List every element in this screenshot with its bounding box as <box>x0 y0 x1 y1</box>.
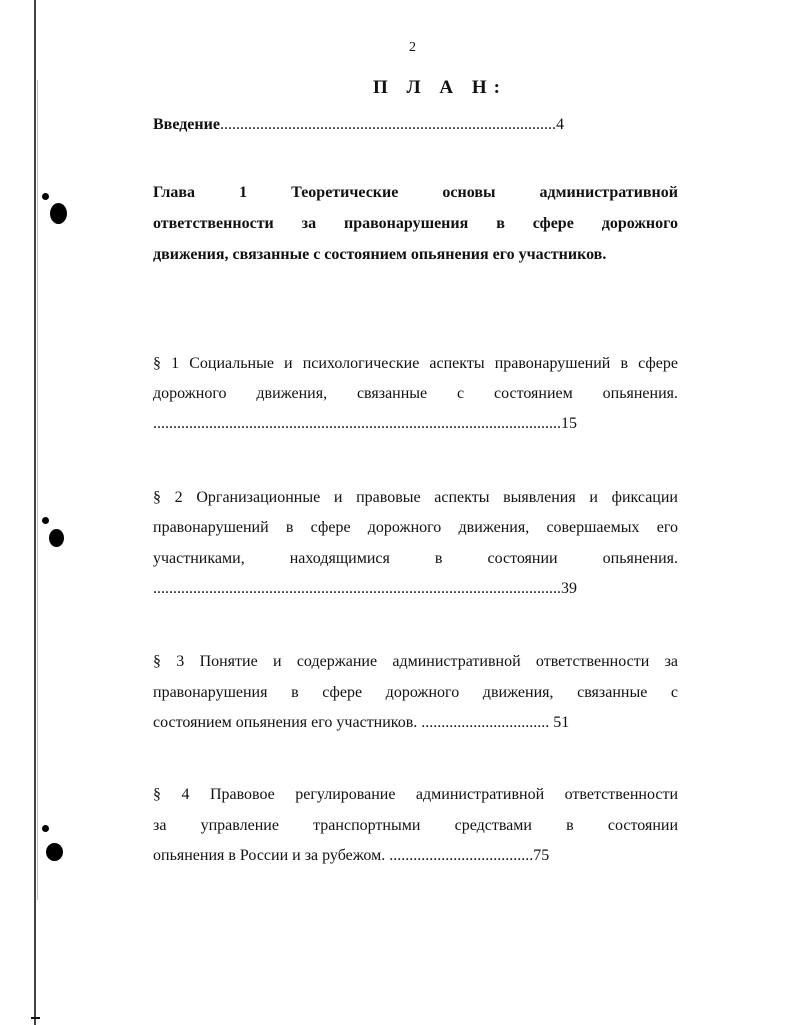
section-3-line-2: правонарушения в сфере дорожного движения, связанные с <box>153 684 678 701</box>
speck <box>42 825 49 832</box>
page-title: П Л А Н: <box>373 77 508 98</box>
section-4-line-3: опьянения в России и за рубежом. ....................................75 <box>153 847 550 864</box>
section-1-line-2: дорожного движения, связанные с состоянием опьянения. <box>153 385 678 402</box>
speck <box>42 517 49 524</box>
section-1-line-1: § 1 Социальные и психологические аспекты правонарушений в сфере <box>153 355 678 372</box>
chapter-heading-line-3: движения, связанные с состоянием опьянения его участников. <box>153 246 607 263</box>
section-2-leader: ......................................................................................................39 <box>153 580 577 597</box>
toc-introduction <box>153 116 678 134</box>
scan-mark <box>31 1017 40 1019</box>
speck <box>42 193 49 200</box>
section-3-line-3: состоянием опьянения его участников. ................................ 51 <box>153 714 570 731</box>
page-number: 2 <box>409 40 416 55</box>
section-4-line-1: § 4 Правовое регулирование административной ответственности <box>153 786 678 803</box>
scan-edge-shadow <box>37 80 38 900</box>
binder-hole-2 <box>49 529 64 547</box>
binder-hole-1 <box>50 203 67 224</box>
scan-edge-line <box>34 0 36 1025</box>
section-2-line-3: участниками, находящимися в состоянии опьянения. <box>153 550 678 567</box>
introduction-page: 4 <box>555 116 564 133</box>
section-2-line-1: § 2 Организационные и правовые аспекты выявления и фиксации <box>153 489 678 506</box>
section-4-line-2: за управление транспортными средствами в состоянии <box>153 817 678 834</box>
section-3-line-1: § 3 Понятие и содержание административной ответственности за <box>153 653 678 670</box>
section-1-leader: ......................................................................................................15 <box>153 415 577 432</box>
chapter-heading-line-1: Глава 1 Теоретические основы административной <box>153 184 678 201</box>
binder-hole-3 <box>46 843 63 861</box>
chapter-heading-line-2: ответственности за правонарушения в сфере дорожного <box>153 215 678 232</box>
introduction-leader-dots: .................................................................................... <box>219 116 556 133</box>
section-2-line-2: правонарушений в сфере дорожного движения, совершаемых его <box>153 519 678 536</box>
introduction-label: Введение <box>153 116 220 133</box>
